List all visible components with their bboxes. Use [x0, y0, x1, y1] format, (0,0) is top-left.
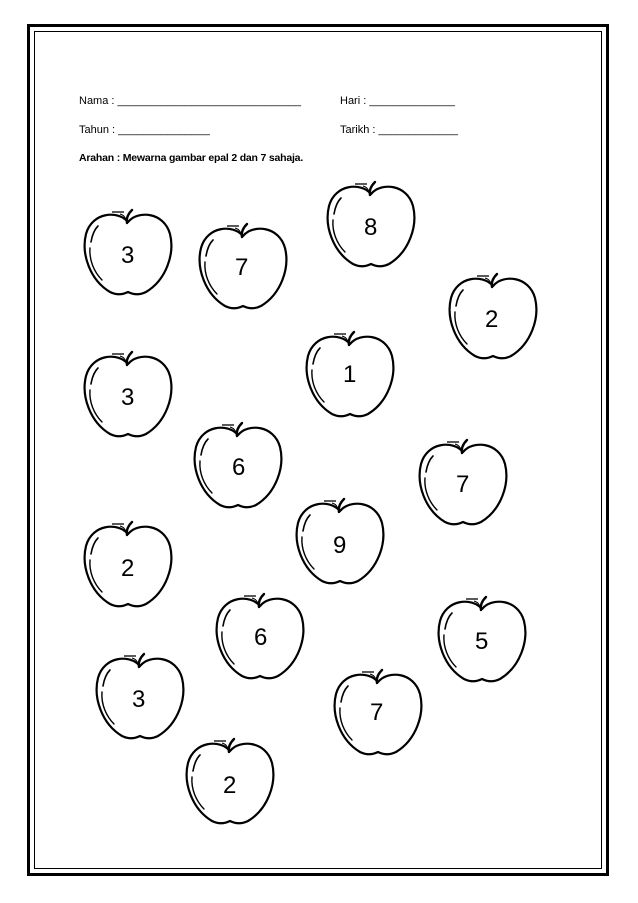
apple-6[interactable] — [300, 330, 400, 422]
apple-number: 8 — [364, 214, 378, 241]
apple-2[interactable] — [193, 222, 293, 314]
apple-number: 2 — [485, 306, 499, 333]
apple-11[interactable] — [210, 592, 310, 684]
name-field[interactable]: Nama : ______________________________ — [79, 95, 302, 107]
apple-9[interactable] — [78, 520, 178, 612]
apple-number: 3 — [121, 384, 135, 411]
apple-number: 7 — [456, 471, 470, 498]
apple-number: 9 — [333, 532, 347, 559]
apple-4[interactable] — [443, 272, 543, 364]
apple-number: 2 — [223, 772, 237, 799]
apple-number: 3 — [121, 242, 135, 269]
apple-15[interactable] — [180, 737, 280, 829]
apple-number: 6 — [254, 624, 268, 651]
apple-10[interactable] — [290, 497, 390, 589]
apple-7[interactable] — [188, 421, 288, 513]
day-field[interactable]: Hari : ______________ — [340, 95, 455, 107]
apple-number: 1 — [343, 361, 357, 388]
apple-number: 3 — [132, 686, 146, 713]
apple-number: 6 — [232, 454, 246, 481]
apple-13[interactable] — [90, 652, 190, 744]
instruction-text: Arahan : Mewarna gambar epal 2 dan 7 sahaja. — [79, 152, 304, 164]
apple-number: 2 — [121, 555, 135, 582]
apple-number: 7 — [235, 254, 249, 281]
apple-number: 7 — [370, 699, 384, 726]
apple-14[interactable] — [328, 668, 428, 760]
year-field[interactable]: Tahun : _______________ — [79, 124, 210, 136]
apple-1[interactable] — [78, 208, 178, 300]
apple-3[interactable] — [321, 180, 421, 272]
apple-5[interactable] — [78, 350, 178, 442]
date-field[interactable]: Tarikh : _____________ — [340, 124, 459, 136]
apple-8[interactable] — [413, 438, 513, 530]
apple-number: 5 — [475, 628, 489, 655]
apple-12[interactable] — [432, 595, 532, 687]
